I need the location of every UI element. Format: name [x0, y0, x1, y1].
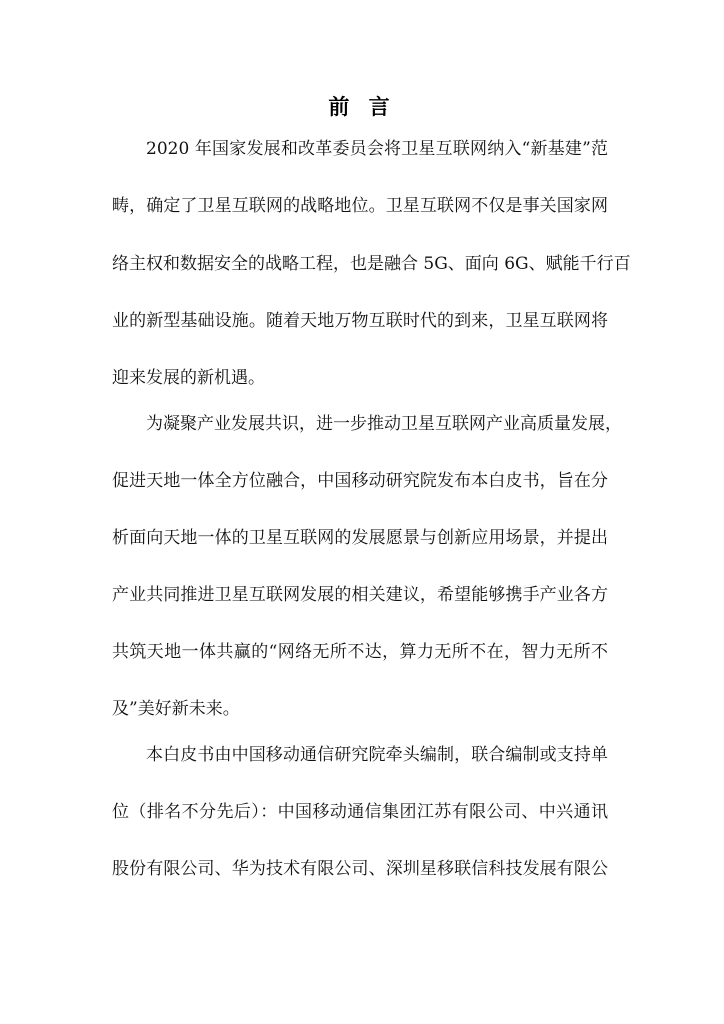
paragraph-2-line-3: 析面向天地一体的卫星互联网的发展愿景与创新应用场景，并提出 — [112, 528, 608, 548]
paragraph-2-line-4: 产业共同推进卫星互联网发展的相关建议，希望能够携手产业各方 — [112, 585, 608, 605]
paragraph-2-line-6: 及”美好新未来。 — [112, 699, 240, 719]
paragraph-1-line-1: 2020 年国家发展和改革委员会将卫星互联网纳入“新基建”范 — [146, 139, 608, 159]
paragraph-3-line-1: 本白皮书由中国移动通信研究院牵头编制，联合编制或支持单 — [146, 745, 608, 765]
paragraph-1-line-5: 迎来发展的新机遇。 — [112, 368, 265, 388]
paragraph-2-line-1: 为凝聚产业发展共识，进一步推动卫星互联网产业高质量发展， — [146, 414, 622, 434]
paragraph-2-line-5: 共筑天地一体共赢的“网络无所不达，算力无所不在，智力无所不 — [112, 642, 608, 662]
paragraph-1-line-3: 络主权和数据安全的战略工程，也是融合 5G、面向 6G、赋能千行百 — [112, 254, 631, 274]
paragraph-3-line-3: 股份有限公司、华为技术有限公司、深圳星移联信科技发展有限公 — [112, 859, 608, 879]
paragraph-1-line-4: 业的新型基础设施。随着天地万物互联时代的到来，卫星互联网将 — [112, 311, 608, 331]
paragraph-2-line-2: 促进天地一体全方位融合，中国移动研究院发布本白皮书，旨在分 — [112, 471, 608, 491]
paragraph-1-line-2: 畴，确定了卫星互联网的战略地位。卫星互联网不仅是事关国家网 — [112, 196, 608, 216]
paragraph-3-line-2: 位（排名不分先后）：中国移动通信集团江苏有限公司、中兴通讯 — [112, 802, 608, 822]
page-title: 前 言 — [328, 95, 396, 119]
